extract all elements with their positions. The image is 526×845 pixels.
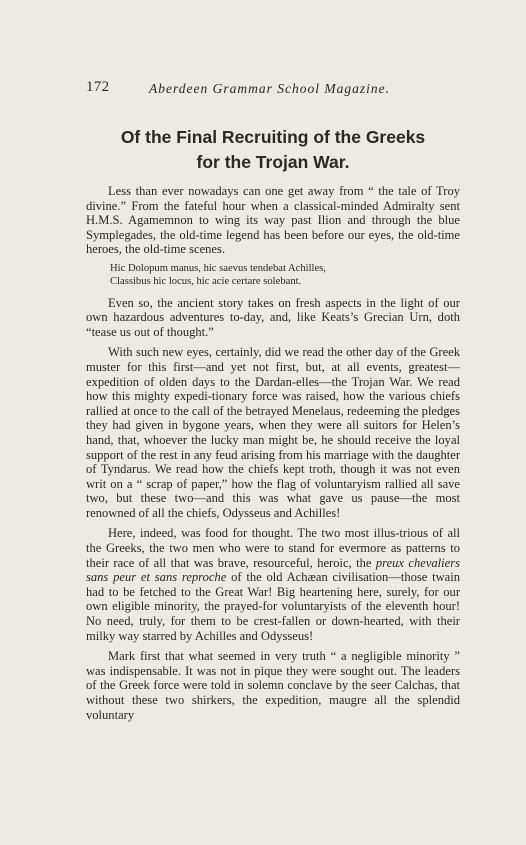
quotation-line-1: Hic Dolopum manus, hic saevus tendebat Achilles, <box>110 262 326 274</box>
paragraph-5: Mark first that what seemed in very truth “ a negligible minority ” was indispensable. It was not in pique they were sought out. The leaders of the Greek force were told in solemn conclave by the seer Calchas, that without these two shirkers, the expedition, maugre all the splendid voluntary <box>86 649 460 722</box>
paragraph-3: With such new eyes, certainly, did we read the other day of the Greek muster for this first—and yet not first, but, at all events, greatest—expedition of olden days to the Dardan-elles—the Trojan War. We read how this mighty expedi-tionary force was raised, how the various chiefs rallied at once to the call of the betrayed Menelaus, redeeming the pledges they had given in bygone years, when they were all suitors for Helen’s hand, that, whoever the lucky man might be, he should receive the loyal support of the rest in any feud arising from his marriage with the daughter of Tyndarus. We read how the chiefs kept troth, though it was not even writ on a “ scrap of paper,” how the flag of voluntaryism rallied all save two, but these two—and this was what gave us pause—the most renowned of all the chiefs, Odysseus and Achilles! <box>86 345 460 520</box>
journal-title: Aberdeen Grammar School Magazine. <box>149 81 390 96</box>
article-title <box>86 125 460 175</box>
paragraph-4-part-1: Here, indeed, was food for thought. The two most illus-trious of all the Greeks, the two men who were to stand for evermore as patterns to their race of all that was brave, resourceful, heroic, the <box>86 526 460 570</box>
article-title-line-2: for the Trojan War. <box>196 152 350 172</box>
article-body <box>86 184 460 728</box>
paragraph-2: Even so, the ancient story takes on fresh aspects in the light of our own hazardous adventures to-day, and, like Keats’s Grecian Urn, doth “tease us out of thought.” <box>86 295 460 339</box>
paragraph-4 <box>86 526 460 643</box>
paragraph-4-part-2: of the old Achæan civilisation—those twain had to be fetched to the Great War! Big heartening here, surely, for our own eligible minority, the prayed-for voluntaryists of the eleventh hour! No need, truly, for them to be crest-fallen or down-hearted, with their milky way starred by Achilles and Odysseus! <box>86 570 460 643</box>
paragraph-4-italic-phrase: preux chevaliers sans peur et sans reproche <box>86 555 460 585</box>
quotation-line-2: Classibus hic locus, hic acie certare solebant. <box>110 275 302 287</box>
paragraph-1: Less than ever nowadays can one get away from “ the tale of Troy divine.” From the fateful hour when a classical-minded Admiralty sent H.M.S. Agamemnon to wing its way past Ilion and through the blue Symplegades, the old-time legend has been before our eyes, the old-time heroes, the old-time scenes. <box>86 184 460 257</box>
latin-quotation <box>110 263 460 289</box>
page-number: 172 <box>86 79 110 95</box>
article-title-line-1: Of the Final Recruiting of the Greeks <box>120 127 426 147</box>
